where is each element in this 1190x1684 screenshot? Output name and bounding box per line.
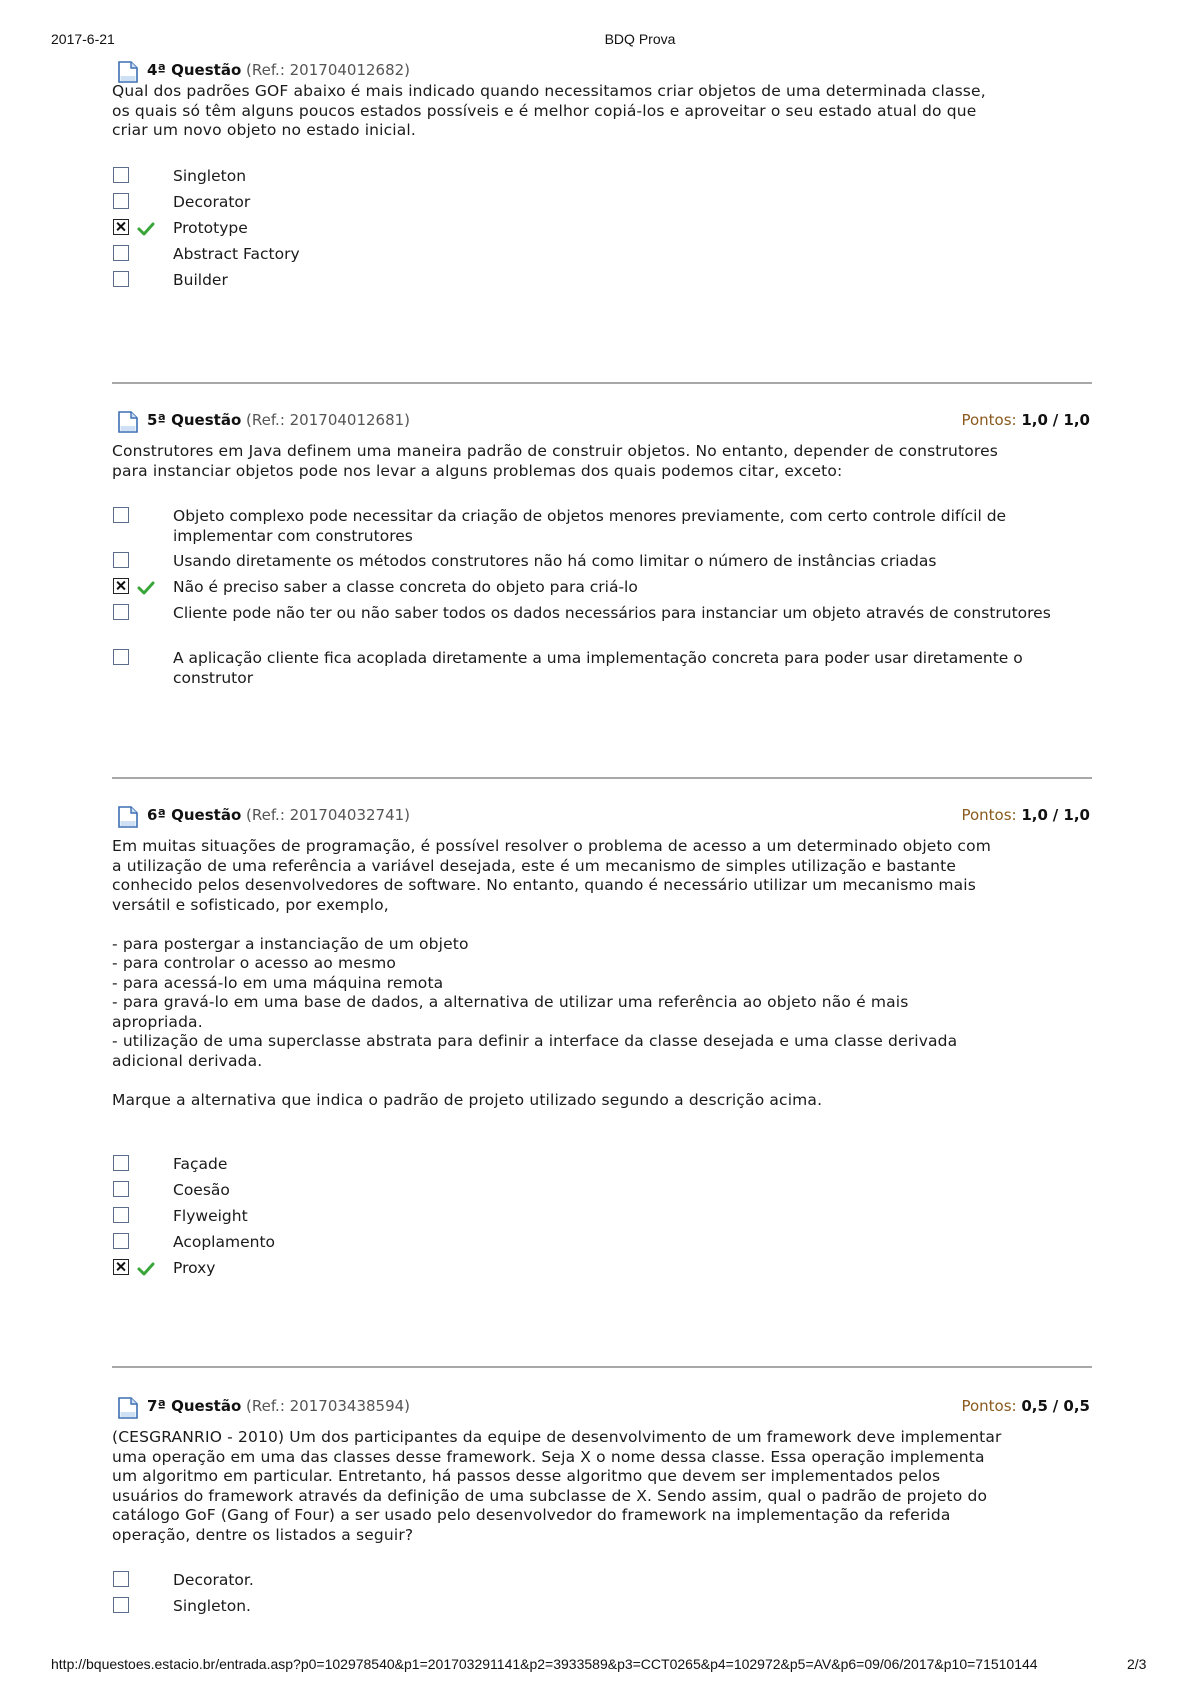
checkbox-checked[interactable]: [113, 1259, 129, 1275]
question-4: [112, 60, 1092, 297]
checkbox[interactable]: [113, 604, 129, 620]
document-icon: [118, 61, 138, 83]
question-5: [112, 410, 1092, 697]
divider: [112, 777, 1092, 779]
checkbox[interactable]: [113, 1233, 129, 1249]
question-number: 6ª Questão: [147, 806, 242, 824]
question-ref: (Ref.: 201704032741): [246, 806, 411, 824]
options-list: [112, 1155, 1092, 1285]
divider: [112, 1366, 1092, 1368]
points-label: Pontos:: [961, 1397, 1017, 1415]
points: [961, 1397, 1090, 1415]
checkbox[interactable]: [113, 1207, 129, 1223]
points-label: Pontos:: [961, 806, 1017, 824]
option-label: Não é preciso saber a classe concreta do objeto para criá-lo: [173, 578, 638, 596]
checkbox-checked[interactable]: [113, 219, 129, 235]
points: [961, 806, 1090, 824]
checkbox[interactable]: [113, 167, 129, 183]
document-icon: [118, 411, 138, 433]
points-max: / 1,0: [1052, 806, 1090, 824]
question-number: 5ª Questão: [147, 411, 242, 429]
checkbox[interactable]: [113, 1155, 129, 1171]
document-icon: [118, 806, 138, 828]
print-footer: [0, 1656, 1190, 1674]
checkbox[interactable]: [113, 271, 129, 287]
check-icon: [137, 1261, 155, 1277]
options-list: [112, 167, 1092, 297]
points-max: / 1,0: [1052, 411, 1090, 429]
option-label: Objeto complexo pode necessitar da criação de objetos menores previamente, com certo controle difícil de implementar com construtores: [173, 507, 1007, 545]
question-6: [112, 805, 1092, 1285]
divider: [112, 382, 1092, 384]
checkbox-checked[interactable]: [113, 578, 129, 594]
option-label: Façade: [173, 1155, 228, 1173]
options-list: [112, 507, 1092, 697]
points-max: / 0,5: [1052, 1397, 1090, 1415]
option-label: Prototype: [173, 218, 248, 237]
checkbox[interactable]: [113, 507, 129, 523]
page-url: http://bquestoes.estacio.br/entrada.asp?p0=102978540&p1=201703291141&p2=3933589&p3=CCT0265&p4=102972&p5=AV&p6=09/06/2017&p10=71510144: [51, 1656, 1038, 1672]
option-label: Singleton: [173, 166, 247, 185]
option-label: Acoplamento: [173, 1233, 275, 1251]
document-icon: [118, 1397, 138, 1419]
option-label: Cliente pode não ter ou não saber todos os dados necessários para instanciar um objeto através de construtores: [173, 604, 1051, 622]
checkbox[interactable]: [113, 649, 129, 665]
points-score: 1,0: [1021, 806, 1048, 824]
points-score: 0,5: [1021, 1397, 1048, 1415]
option-label: Coesão: [173, 1181, 230, 1199]
option-label: Abstract Factory: [173, 244, 300, 263]
question-header: [112, 1396, 1092, 1418]
question-text: (CESGRANRIO - 2010) Um dos participantes da equipe de desenvolvimento de um framework deve implementar uma operação em uma das classes desse framework. Seja X o nome dessa classe. Essa operação implementa um algoritmo em particular. Entretanto, há passos desse algoritmo que devem ser implementados pelos usuários do framework através da definição de uma subclasse de X. Sendo assim, qual o padrão de projeto do catálogo GoF (Gang of Four) a ser usado pelo desenvolvedor do framework na implementação da referida operação, dentre os listados a seguir?: [112, 1428, 1002, 1544]
question-text: Construtores em Java definem uma maneira padrão de construir objetos. No entanto, depender de construtores para instanciar objetos pode nos levar a alguns problemas dos quais podemos citar, exceto:: [112, 442, 998, 480]
question-ref: (Ref.: 201704012681): [246, 411, 411, 429]
points-score: 1,0: [1021, 411, 1048, 429]
question-text: Em muitas situações de programação, é possível resolver o problema de acesso a um determinado objeto com a utilização de uma referência a variável desejada, este é um mecanismo de simples utilização e bastante conhecido pelos desenvolvedores de software. No entanto, quando é necessário utilizar um mecanismo mais versátil e sofisticado, por exemplo, - para postergar a instanciação de um objeto - para controlar o acesso ao mesmo - para acessá-lo em uma máquina remota - para gravá-lo em uma base de dados, a alternativa de utilizar uma referência ao objeto não é mais apropriada. - utilização de uma superclasse abstrata para definir a interface da classe desejada e uma classe derivada adicional derivada. Marque a alternativa que indica o padrão de projeto utilizado segundo a descrição acima.: [112, 837, 991, 1109]
checkbox[interactable]: [113, 245, 129, 261]
option-label: Builder: [173, 270, 228, 289]
question-header: [112, 805, 1092, 827]
option-label: Flyweight: [173, 1207, 248, 1225]
option-label: Singleton.: [173, 1597, 251, 1615]
points-label: Pontos:: [961, 411, 1017, 429]
question-number: 4ª Questão: [147, 61, 242, 79]
checkbox[interactable]: [113, 193, 129, 209]
points: [961, 411, 1090, 429]
print-title: BDQ Prova: [604, 31, 676, 47]
print-date: 2017-6-21: [51, 31, 115, 47]
question-ref: (Ref.: 201704012682): [246, 61, 411, 79]
checkbox[interactable]: [113, 1571, 129, 1587]
question-header: [112, 60, 1092, 82]
checkbox[interactable]: [113, 552, 129, 568]
question-number: 7ª Questão: [147, 1397, 242, 1415]
checkbox[interactable]: [113, 1181, 129, 1197]
check-icon: [137, 221, 155, 237]
print-header: [0, 31, 1190, 49]
page-number: 2/3: [1127, 1656, 1147, 1672]
question-text: Qual dos padrões GOF abaixo é mais indicado quando necessitamos criar objetos de uma determinada classe, os quais só têm alguns poucos estados possíveis e é melhor copiá-los e aproveitar o seu estado atual do que criar um novo objeto no estado inicial.: [112, 82, 986, 139]
checkbox[interactable]: [113, 1597, 129, 1613]
question-7: [112, 1396, 1092, 1617]
option-label: A aplicação cliente fica acoplada diretamente a uma implementação concreta para poder usar diretamente o construtor: [173, 649, 1023, 687]
options-list: [112, 1571, 1092, 1617]
check-icon: [137, 580, 155, 596]
question-ref: (Ref.: 201703438594): [246, 1397, 411, 1415]
option-label: Decorator.: [173, 1571, 254, 1589]
option-label: Decorator: [173, 192, 251, 211]
option-label: Proxy: [173, 1259, 216, 1277]
option-label: Usando diretamente os métodos construtores não há como limitar o número de instâncias criadas: [173, 552, 937, 570]
question-header: [112, 410, 1092, 432]
